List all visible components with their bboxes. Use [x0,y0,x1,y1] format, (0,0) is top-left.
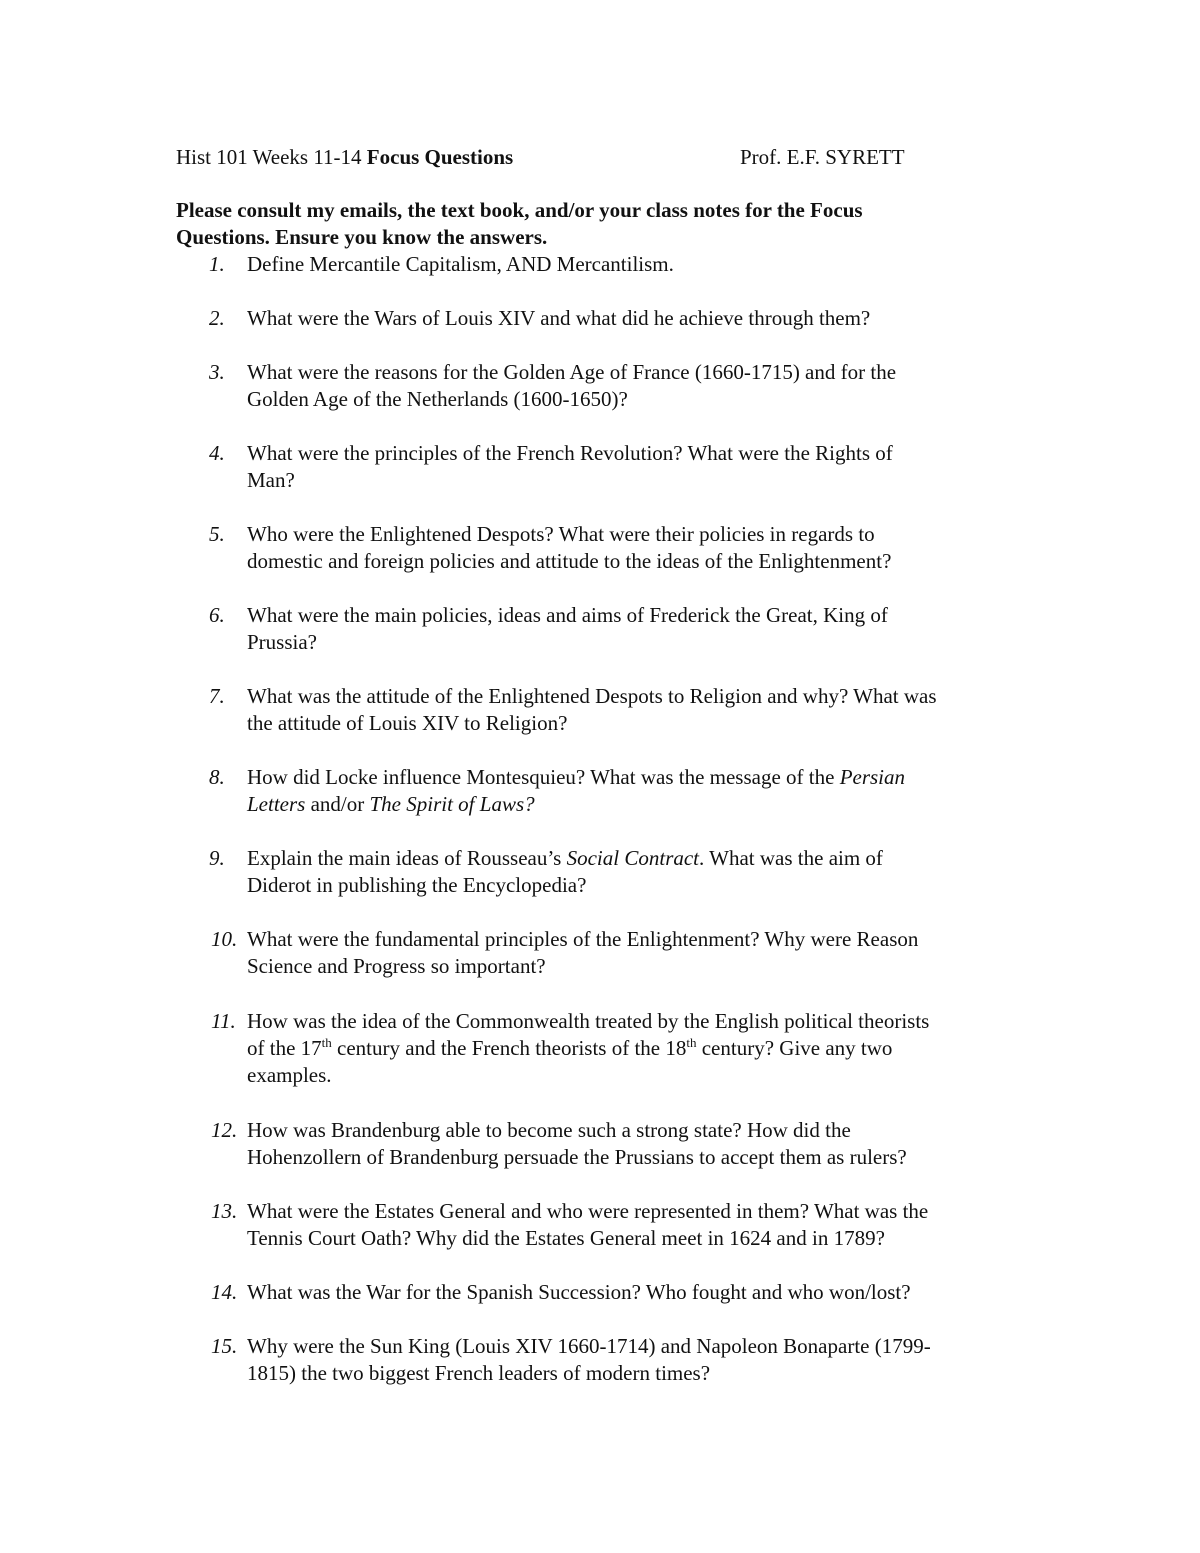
ordinal-suffix: th [321,1035,332,1050]
question-number: 8. [209,765,225,789]
question-item [209,305,1047,332]
question-text: Who were the Enlightened Despots? What were their policies in regards to [247,522,875,546]
question-item [209,683,1047,737]
question-text: How was the idea of the Commonwealth treated by the English political theorists [247,1009,930,1033]
instructions [176,197,996,251]
question-text: Diderot in publishing the Encyclopedia? [247,873,587,897]
work-title: The Spirit of Laws? [369,792,535,816]
question-text: What were the Wars of Louis XIV and what did he achieve through them? [247,306,871,330]
question-number: 5. [209,522,225,546]
question-item [209,602,1047,656]
question-item [209,251,1047,278]
question-text-part: of the 17 [247,1036,322,1060]
question-number: 7. [209,684,225,708]
header-left [176,143,513,171]
question-text: domestic and foreign policies and attitude to the ideas of the Enlightenment? [247,549,892,573]
question-text: What were the Estates General and who were represented in them? What was the [247,1199,929,1223]
question-text [247,764,1047,791]
question-text: Man? [247,468,295,492]
question-text: How was Brandenburg able to become such a strong state? How did the [247,1118,851,1142]
question-number: 11. [211,1009,236,1033]
question-text: Why were the Sun King (Louis XIV 1660-1714) and Napoleon Bonaparte (1799- [247,1334,931,1358]
question-item [211,1198,1047,1252]
professor-name: Prof. E.F. SYRETT [740,145,905,169]
question-item [211,1008,1047,1089]
question-number: 2. [209,306,225,330]
question-text-part: . What was the aim of [699,846,883,870]
question-item [211,1333,1047,1387]
question-text: What was the War for the Spanish Succession? Who fought and who won/lost? [247,1280,911,1304]
question-text: What were the principles of the French Revolution? What were the Rights of [247,441,893,465]
question-number: 6. [209,603,225,627]
document-header [176,143,1016,173]
course-label: Hist 101 Weeks 11-14 [176,145,362,169]
question-item [209,845,1047,899]
question-item [211,926,1047,980]
question-text [247,845,1047,872]
question-text: 1815) the two biggest French leaders of modern times? [247,1361,711,1385]
question-number: 13. [211,1199,238,1223]
question-number: 1. [209,252,225,276]
question-text-part: century and the French theorists of the 18 [331,1036,687,1060]
question-text: Tennis Court Oath? Why did the Estates General meet in 1624 and in 1789? [247,1226,885,1250]
question-item [209,764,1047,818]
question-text: What were the reasons for the Golden Age of France (1660-1715) and for the [247,360,897,384]
question-text-part: How did Locke influence Montesquieu? What was the message of the [247,765,840,789]
instructions-line-1: Please consult my emails, the text book, and/or your class notes for the Focus [176,198,863,222]
work-title: Letters [247,792,306,816]
question-text: Science and Progress so important? [247,954,546,978]
question-number: 15. [211,1334,238,1358]
question-number: 12. [211,1118,238,1142]
work-title: Social Contract [566,846,700,870]
question-number: 14. [211,1280,238,1304]
question-text: What were the fundamental principles of the Enlightenment? Why were Reason [247,927,919,951]
question-number: 4. [209,441,225,465]
question-text-part: and/or [305,792,370,816]
question-text: Golden Age of the Netherlands (1600-1650)? [247,387,628,411]
question-text [247,791,1047,818]
question-item [209,359,1047,413]
question-text: examples. [247,1063,332,1087]
question-text-part: century? Give any two [696,1036,893,1060]
question-number: 9. [209,846,225,870]
question-number: 3. [209,360,225,384]
question-text-part: Explain the main ideas of Rousseau’s [247,846,567,870]
instructions-line-2: Questions. Ensure you know the answers. [176,225,548,249]
question-text: Define Mercantile Capitalism, AND Mercantilism. [247,252,674,276]
question-text: Hohenzollern of Brandenburg persuade the Prussians to accept them as rulers? [247,1145,907,1169]
question-number: 10. [211,927,238,951]
question-text: Prussia? [247,630,317,654]
question-text: the attitude of Louis XIV to Religion? [247,711,568,735]
ordinal-suffix: th [686,1035,697,1050]
question-text: What was the attitude of the Enlightened Despots to Religion and why? What was [247,684,937,708]
question-item [209,440,1047,494]
work-title: Persian [839,765,906,789]
question-item [211,1117,1047,1171]
question-text [247,1035,1047,1062]
document-title: Focus Questions [366,145,514,169]
question-item [209,521,1047,575]
question-item [211,1279,1047,1306]
question-text: What were the main policies, ideas and aims of Frederick the Great, King of [247,603,888,627]
